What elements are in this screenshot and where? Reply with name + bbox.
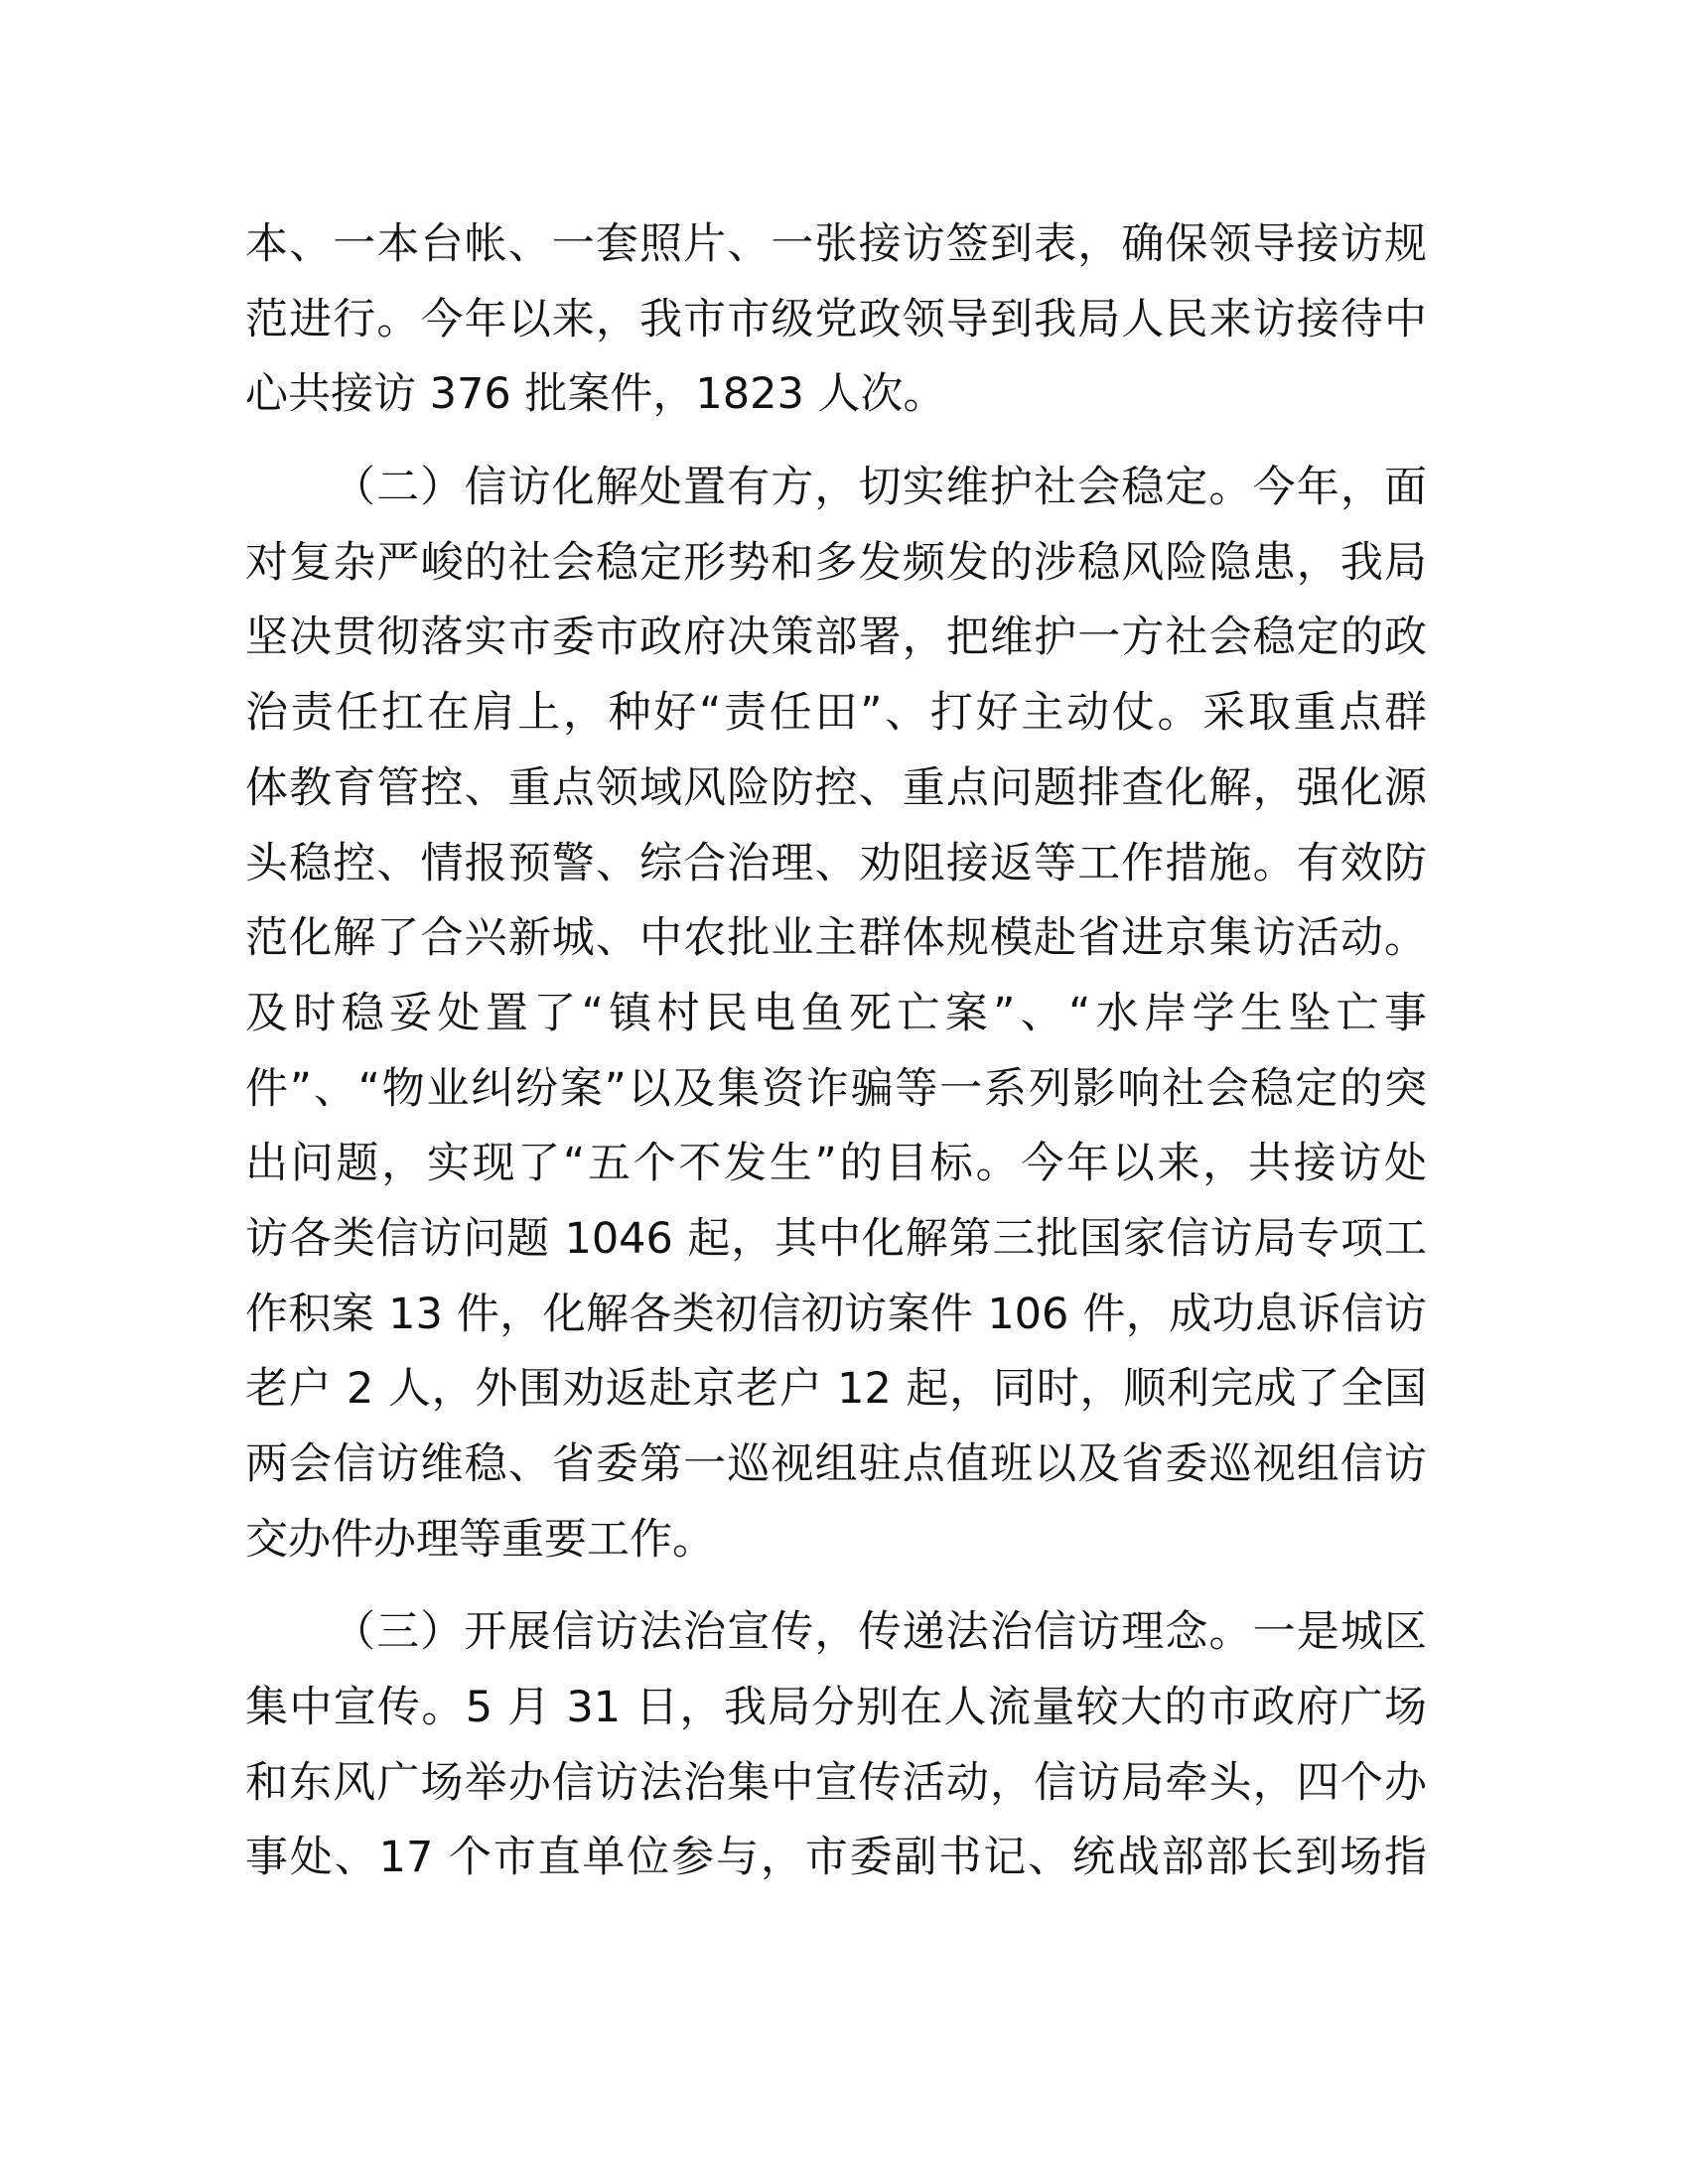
paragraph xyxy=(245,1595,1427,1896)
paragraph xyxy=(245,451,1427,1577)
text-line: （二）信访化解处置有方，切实维护社会稳定。今年，面 xyxy=(333,463,1427,513)
text-line: 本、一本台帐、一套照片、一张接访签到表，确保领导接访规 xyxy=(245,219,1427,269)
text-line: 交办件办理等重要工作。 xyxy=(245,1514,715,1565)
text-line: 老户 2 人，外围劝返赴京老户 12 起，同时，顺利完成了全国 xyxy=(245,1364,1427,1415)
text-line: 作积案 13 件，化解各类初信初访案件 106 件，成功息诉信访 xyxy=(245,1289,1427,1339)
paragraph xyxy=(245,207,1427,433)
text-line: 心共接访 376 批案件，1823 人次。 xyxy=(245,369,946,420)
text-line: 对复杂严峻的社会稳定形势和多发频发的涉稳风险隐患，我局 xyxy=(245,537,1427,588)
text-line: （三）开展信访法治宣传，传递法治信访理念。一是城区 xyxy=(333,1607,1427,1658)
text-line: 及时稳妥处置了“镇村民电鱼死亡案”、“水岸学生坠亡事 xyxy=(245,988,1427,1038)
document-page xyxy=(245,207,1427,1914)
text-line: 范进行。今年以来，我市市级党政领导到我局人民来访接待中 xyxy=(245,294,1427,344)
text-line: 坚决贯彻落实市委市政府决策部署，把维护一方社会稳定的政 xyxy=(245,613,1427,663)
text-line: 治责任扛在肩上，种好“责任田”、打好主动仗。采取重点群 xyxy=(245,688,1427,739)
text-line: 头稳控、情报预警、综合治理、劝阻接返等工作措施。有效防 xyxy=(245,838,1427,888)
text-line: 两会信访维稳、省委第一巡视组驻点值班以及省委巡视组信访 xyxy=(245,1439,1427,1489)
text-line: 集中宣传。5 月 31 日，我局分别在人流量较大的市政府广场 xyxy=(245,1683,1427,1733)
text-line: 范化解了合兴新城、中农批业主群体规模赴省进京集访活动。 xyxy=(245,913,1427,964)
text-line: 和东风广场举办信访法治集中宣传活动，信访局牵头，四个办 xyxy=(245,1757,1427,1808)
text-line: 访各类信访问题 1046 起，其中化解第三批国家信访局专项工 xyxy=(245,1213,1427,1264)
text-line: 体教育管控、重点领域风险防控、重点问题排查化解，强化源 xyxy=(245,762,1427,813)
text-line: 事处、17 个市直单位参与，市委副书记、统战部部长到场指 xyxy=(245,1833,1427,1883)
text-line: 件”、“物业纠纷案”以及集资诈骗等一系列影响社会稳定的突 xyxy=(245,1063,1427,1114)
text-line: 出问题，实现了“五个不发生”的目标。今年以来，共接访处 xyxy=(245,1139,1427,1189)
